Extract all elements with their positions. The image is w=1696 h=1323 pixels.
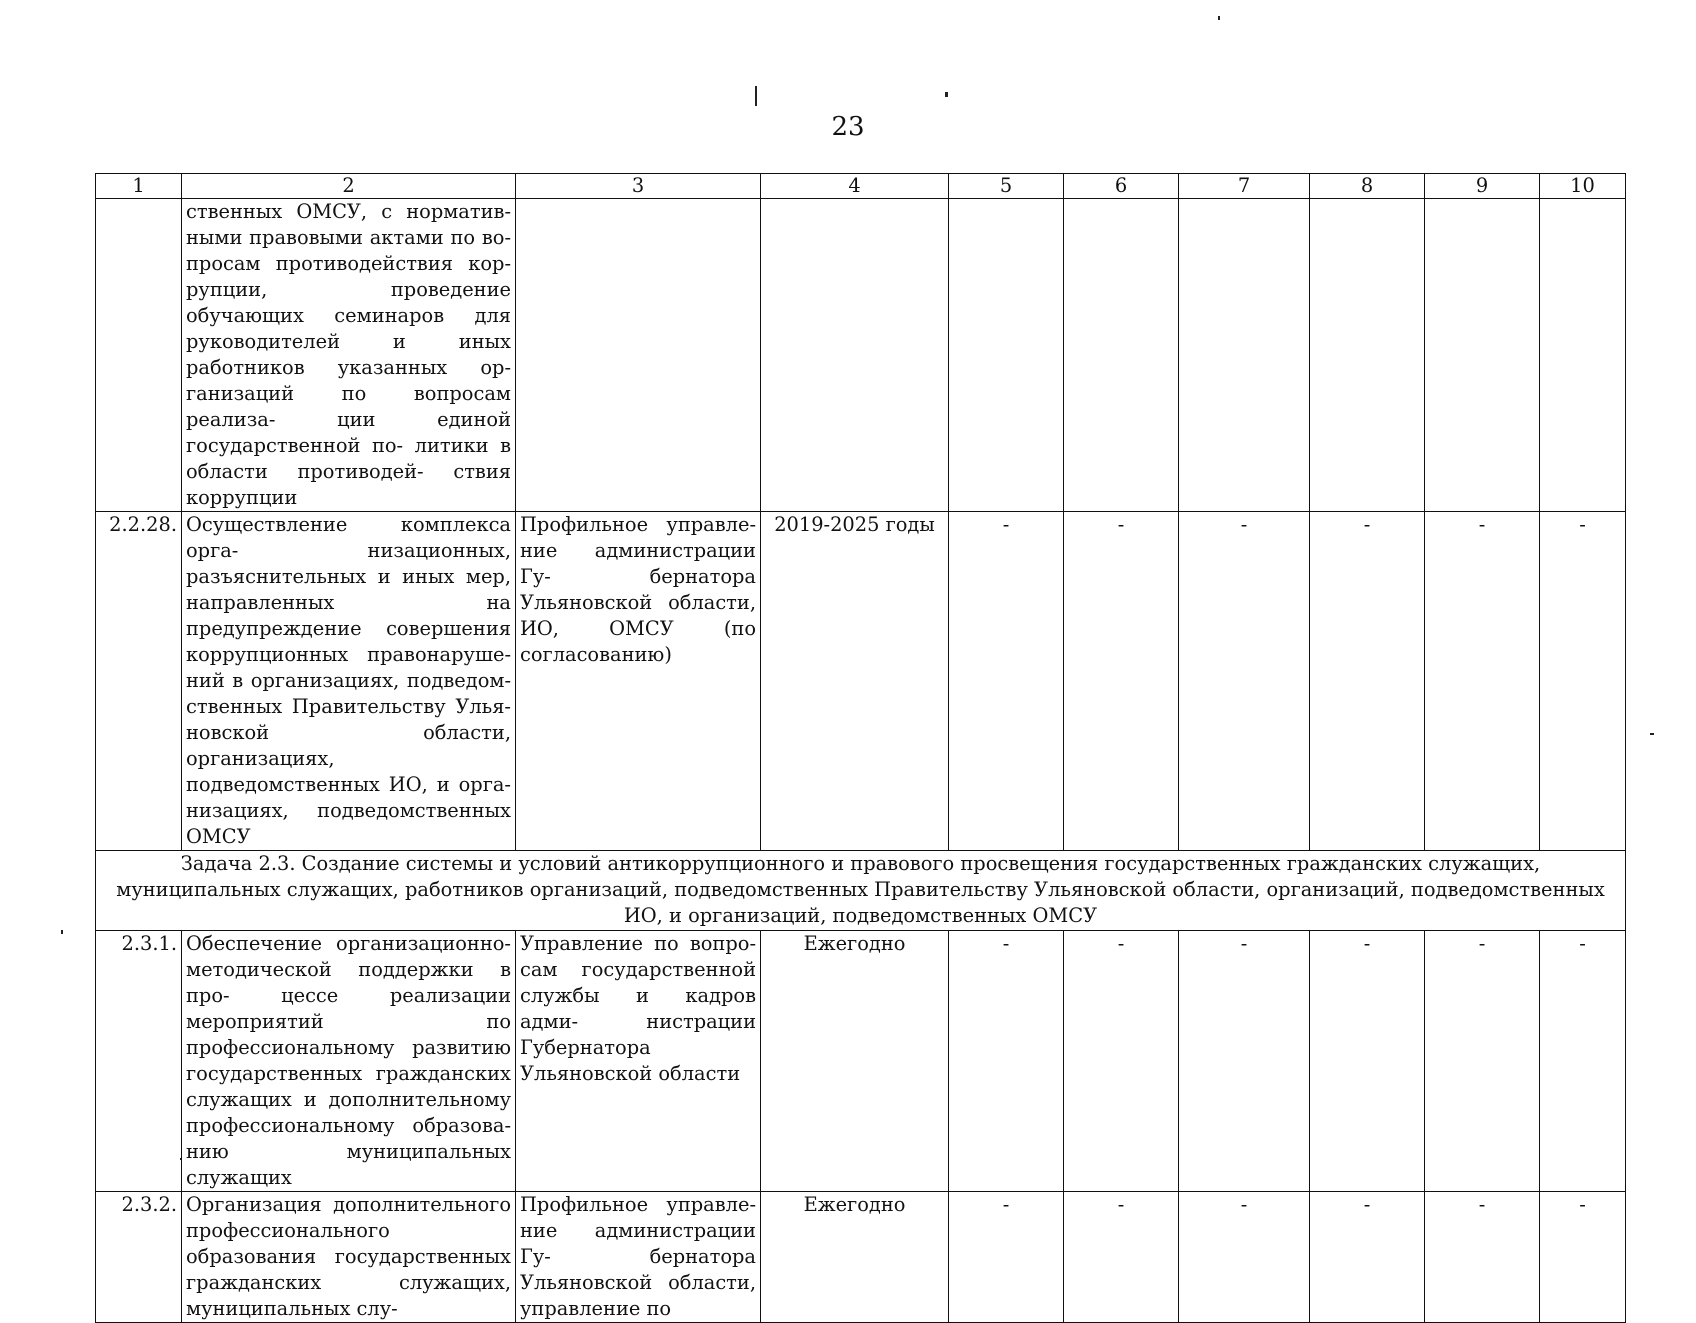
term-text: 2019-2025 годы: [761, 512, 949, 851]
value-cell: -: [1540, 512, 1626, 851]
measure-text: Обеспечение организационно- методической поддержки в про- цессе реализации мероприятий по профессиональному развитию государственных гражданских служащих и дополнительному профессиональному образова- нию муниципальных служащих: [182, 931, 516, 1192]
value-cell: [1540, 199, 1626, 512]
value-cell: [1064, 199, 1179, 512]
value-cell: -: [1425, 512, 1540, 851]
value-cell: -: [1179, 1192, 1310, 1323]
row-number: 2.3.2.: [96, 1192, 182, 1323]
header-cell: 6: [1064, 174, 1179, 199]
header-cell: 3: [516, 174, 761, 199]
value-cell: -: [1425, 931, 1540, 1192]
value-cell: -: [1064, 512, 1179, 851]
table-row: [96, 1192, 1626, 1323]
header-cell: 10: [1540, 174, 1626, 199]
value-cell: [949, 199, 1064, 512]
term-text: [761, 199, 949, 512]
value-cell: -: [1540, 931, 1626, 1192]
scan-mark: [1650, 733, 1654, 735]
responsible-text: Профильное управле- ние администрации Гу- бернатора Ульяновской области, управление по: [516, 1192, 761, 1323]
responsible-text: Профильное управле- ние администрации Гу- бернатора Ульяновской области, ИО, ОМСУ (по согласованию): [516, 512, 761, 851]
value-cell: -: [1425, 1192, 1540, 1323]
value-cell: -: [1064, 1192, 1179, 1323]
table-row: [96, 512, 1626, 851]
value-cell: -: [1179, 931, 1310, 1192]
measure-text: Осуществление комплекса орга- низационных, разъяснительных и иных мер, направленных на предупреждение совершения коррупционных правонаруше- ний в организациях, подведом- ственных Правительству Улья- новской области, организациях, подведомственных ИО, и орга- низациях, подведомственных ОМСУ: [182, 512, 516, 851]
scan-mark: [945, 92, 948, 97]
table-row: [96, 199, 1626, 512]
page-number: 23: [831, 112, 865, 142]
scan-mark: [61, 930, 63, 934]
measure-text: ственных ОМСУ, с норматив- ными правовыми актами по во- просам противодействия кор- рупции, проведение обучающих семинаров для руководителей и иных работников указанных ор- ганизаций по вопросам реализа- ции единой государственной по- литики в области противодей- ствия коррупции: [182, 199, 516, 512]
term-text: Ежегодно: [761, 931, 949, 1192]
value-cell: [1310, 199, 1425, 512]
header-cell: 1: [96, 174, 182, 199]
table-row: [96, 931, 1626, 1192]
value-cell: -: [1310, 512, 1425, 851]
value-cell: -: [1540, 1192, 1626, 1323]
value-cell: -: [949, 512, 1064, 851]
value-cell: -: [1310, 1192, 1425, 1323]
header-row: [96, 174, 1626, 199]
header-cell: 4: [761, 174, 949, 199]
value-cell: [1179, 199, 1310, 512]
value-cell: -: [1310, 931, 1425, 1192]
measures-table: [95, 173, 1626, 1323]
term-text: Ежегодно: [761, 1192, 949, 1323]
header-cell: 5: [949, 174, 1064, 199]
value-cell: [1425, 199, 1540, 512]
value-cell: -: [949, 931, 1064, 1192]
task-heading: Задача 2.3. Создание системы и условий антикоррупционного и правового просвещения государственных гражданских служащих, муниципальных служащих, работников организаций, подведомственных Правительству Ульяновской области, организаций, подведомственных ИО, и организаций, подведомственных ОМСУ: [96, 851, 1626, 931]
responsible-text: [516, 199, 761, 512]
value-cell: -: [1179, 512, 1310, 851]
measure-text: Организация дополнительного профессионального образования государственных гражданских служащих, муниципальных слу-: [182, 1192, 516, 1323]
row-number: 2.3.1.: [96, 931, 182, 1192]
scan-mark: [1218, 16, 1220, 20]
header-cell: 9: [1425, 174, 1540, 199]
row-number: [96, 199, 182, 512]
task-row: [96, 851, 1626, 931]
responsible-text: Управление по вопро- сам государственной службы и кадров адми- нистрации Губернатора Ульяновской области: [516, 931, 761, 1192]
header-cell: 8: [1310, 174, 1425, 199]
value-cell: -: [949, 1192, 1064, 1323]
header-cell: 7: [1179, 174, 1310, 199]
scan-mark: [755, 86, 757, 106]
value-cell: -: [1064, 931, 1179, 1192]
header-cell: 2: [182, 174, 516, 199]
row-number: 2.2.28.: [96, 512, 182, 851]
